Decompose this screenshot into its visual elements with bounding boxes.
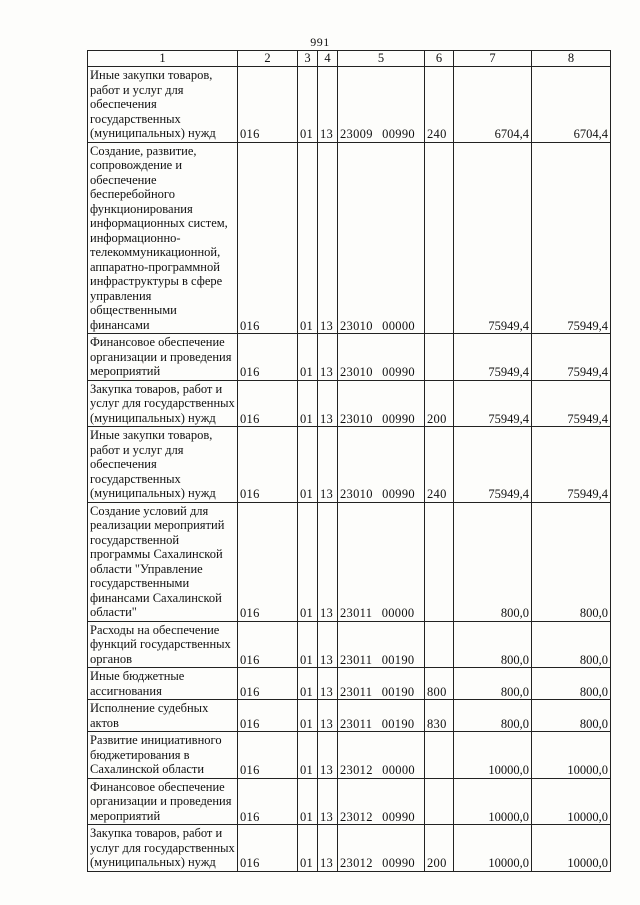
target-article-code: 23012 00000 [338,732,425,779]
target-article-code: 23011 00190 [338,700,425,732]
col-header-2: 2 [238,51,298,67]
amount-col8: 6704,4 [532,67,611,143]
ministry-code: 016 [238,732,298,779]
target-article-code: 23011 00190 [338,621,425,668]
row-description: Финансовое обеспечение организации и проведения мероприятий [88,334,238,381]
subsection-code: 13 [318,380,338,427]
amount-col7: 10000,0 [454,778,532,825]
row-description: Закупка товаров, работ и услуг для государственных (муниципальных) нужд [88,825,238,872]
table-row [88,380,611,427]
amount-col7: 10000,0 [454,825,532,872]
subsection-code: 13 [318,427,338,503]
target-article-code: 23011 00000 [338,502,425,621]
section-code: 01 [298,621,318,668]
row-description: Иные бюджетные ассигнования [88,668,238,700]
col-header-6: 6 [425,51,454,67]
amount-col8: 75949,4 [532,380,611,427]
amount-col8: 800,0 [532,502,611,621]
row-description: Расходы на обеспечение функций государственных органов [88,621,238,668]
subsection-code: 13 [318,778,338,825]
expense-type-code: 200 [425,380,454,427]
table-row [88,778,611,825]
amount-col8: 10000,0 [532,732,611,779]
section-code: 01 [298,732,318,779]
amount-col7: 75949,4 [454,427,532,503]
amount-col8: 10000,0 [532,825,611,872]
table-row [88,825,611,872]
amount-col7: 800,0 [454,621,532,668]
row-description: Создание, развитие, сопровождение и обеспечение бесперебойного функционирования информационных систем, информационно-телекоммуникационной, аппаратно-программной инфраструктуры в сфере управления общественными финансами [88,142,238,334]
subsection-code: 13 [318,142,338,334]
section-code: 01 [298,825,318,872]
ministry-code: 016 [238,700,298,732]
section-code: 01 [298,700,318,732]
ministry-code: 016 [238,67,298,143]
subsection-code: 13 [318,700,338,732]
table-row [88,502,611,621]
col-header-3: 3 [298,51,318,67]
table-row [88,668,611,700]
amount-col7: 75949,4 [454,142,532,334]
amount-col8: 75949,4 [532,427,611,503]
amount-col7: 800,0 [454,700,532,732]
target-article-code: 23010 00000 [338,142,425,334]
table-row [88,67,611,143]
section-code: 01 [298,380,318,427]
amount-col8: 800,0 [532,621,611,668]
expense-type-code: 830 [425,700,454,732]
col-header-5: 5 [338,51,425,67]
target-article-code: 23011 00190 [338,668,425,700]
ministry-code: 016 [238,778,298,825]
ministry-code: 016 [238,427,298,503]
expense-type-code [425,502,454,621]
amount-col7: 800,0 [454,502,532,621]
expense-type-code [425,732,454,779]
section-code: 01 [298,778,318,825]
expense-type-code: 240 [425,67,454,143]
subsection-code: 13 [318,502,338,621]
target-article-code: 23010 00990 [338,427,425,503]
section-code: 01 [298,67,318,143]
target-article-code: 23010 00990 [338,334,425,381]
row-description: Создание условий для реализации мероприятий государственной программы Сахалинской области "Управление государственными финансами Сахалинской области" [88,502,238,621]
target-article-code: 23009 00990 [338,67,425,143]
subsection-code: 13 [318,621,338,668]
row-description: Исполнение судебных актов [88,700,238,732]
amount-col7: 800,0 [454,668,532,700]
subsection-code: 13 [318,334,338,381]
target-article-code: 23010 00990 [338,380,425,427]
subsection-code: 13 [318,732,338,779]
col-header-7: 7 [454,51,532,67]
amount-col7: 6704,4 [454,67,532,143]
amount-col8: 800,0 [532,668,611,700]
amount-col8: 10000,0 [532,778,611,825]
expense-type-code [425,142,454,334]
expense-type-code [425,778,454,825]
amount-col8: 800,0 [532,700,611,732]
budget-table [87,50,611,872]
row-description: Иные закупки товаров, работ и услуг для обеспечения государственных (муниципальных) нужд [88,67,238,143]
expense-type-code: 240 [425,427,454,503]
ministry-code: 016 [238,825,298,872]
expense-type-code: 200 [425,825,454,872]
subsection-code: 13 [318,825,338,872]
table-row [88,427,611,503]
col-header-1: 1 [88,51,238,67]
ministry-code: 016 [238,502,298,621]
section-code: 01 [298,142,318,334]
expense-type-code: 800 [425,668,454,700]
ministry-code: 016 [238,621,298,668]
ministry-code: 016 [238,334,298,381]
target-article-code: 23012 00990 [338,825,425,872]
page-number: 991 [310,35,330,49]
section-code: 01 [298,334,318,381]
ministry-code: 016 [238,380,298,427]
table-row [88,700,611,732]
subsection-code: 13 [318,67,338,143]
row-description: Закупка товаров, работ и услуг для государственных (муниципальных) нужд [88,380,238,427]
ministry-code: 016 [238,668,298,700]
expense-type-code [425,334,454,381]
row-description: Финансовое обеспечение организации и проведения мероприятий [88,778,238,825]
header-row [88,51,611,67]
table-row [88,732,611,779]
amount-col7: 75949,4 [454,334,532,381]
col-header-8: 8 [532,51,611,67]
table-row [88,142,611,334]
amount-col7: 75949,4 [454,380,532,427]
table-row [88,621,611,668]
subsection-code: 13 [318,668,338,700]
expense-type-code [425,621,454,668]
row-description: Развитие инициативного бюджетирования в Сахалинской области [88,732,238,779]
target-article-code: 23012 00990 [338,778,425,825]
section-code: 01 [298,668,318,700]
section-code: 01 [298,427,318,503]
amount-col7: 10000,0 [454,732,532,779]
amount-col8: 75949,4 [532,142,611,334]
ministry-code: 016 [238,142,298,334]
row-description: Иные закупки товаров, работ и услуг для обеспечения государственных (муниципальных) нужд [88,427,238,503]
col-header-4: 4 [318,51,338,67]
section-code: 01 [298,502,318,621]
amount-col8: 75949,4 [532,334,611,381]
table-row [88,334,611,381]
